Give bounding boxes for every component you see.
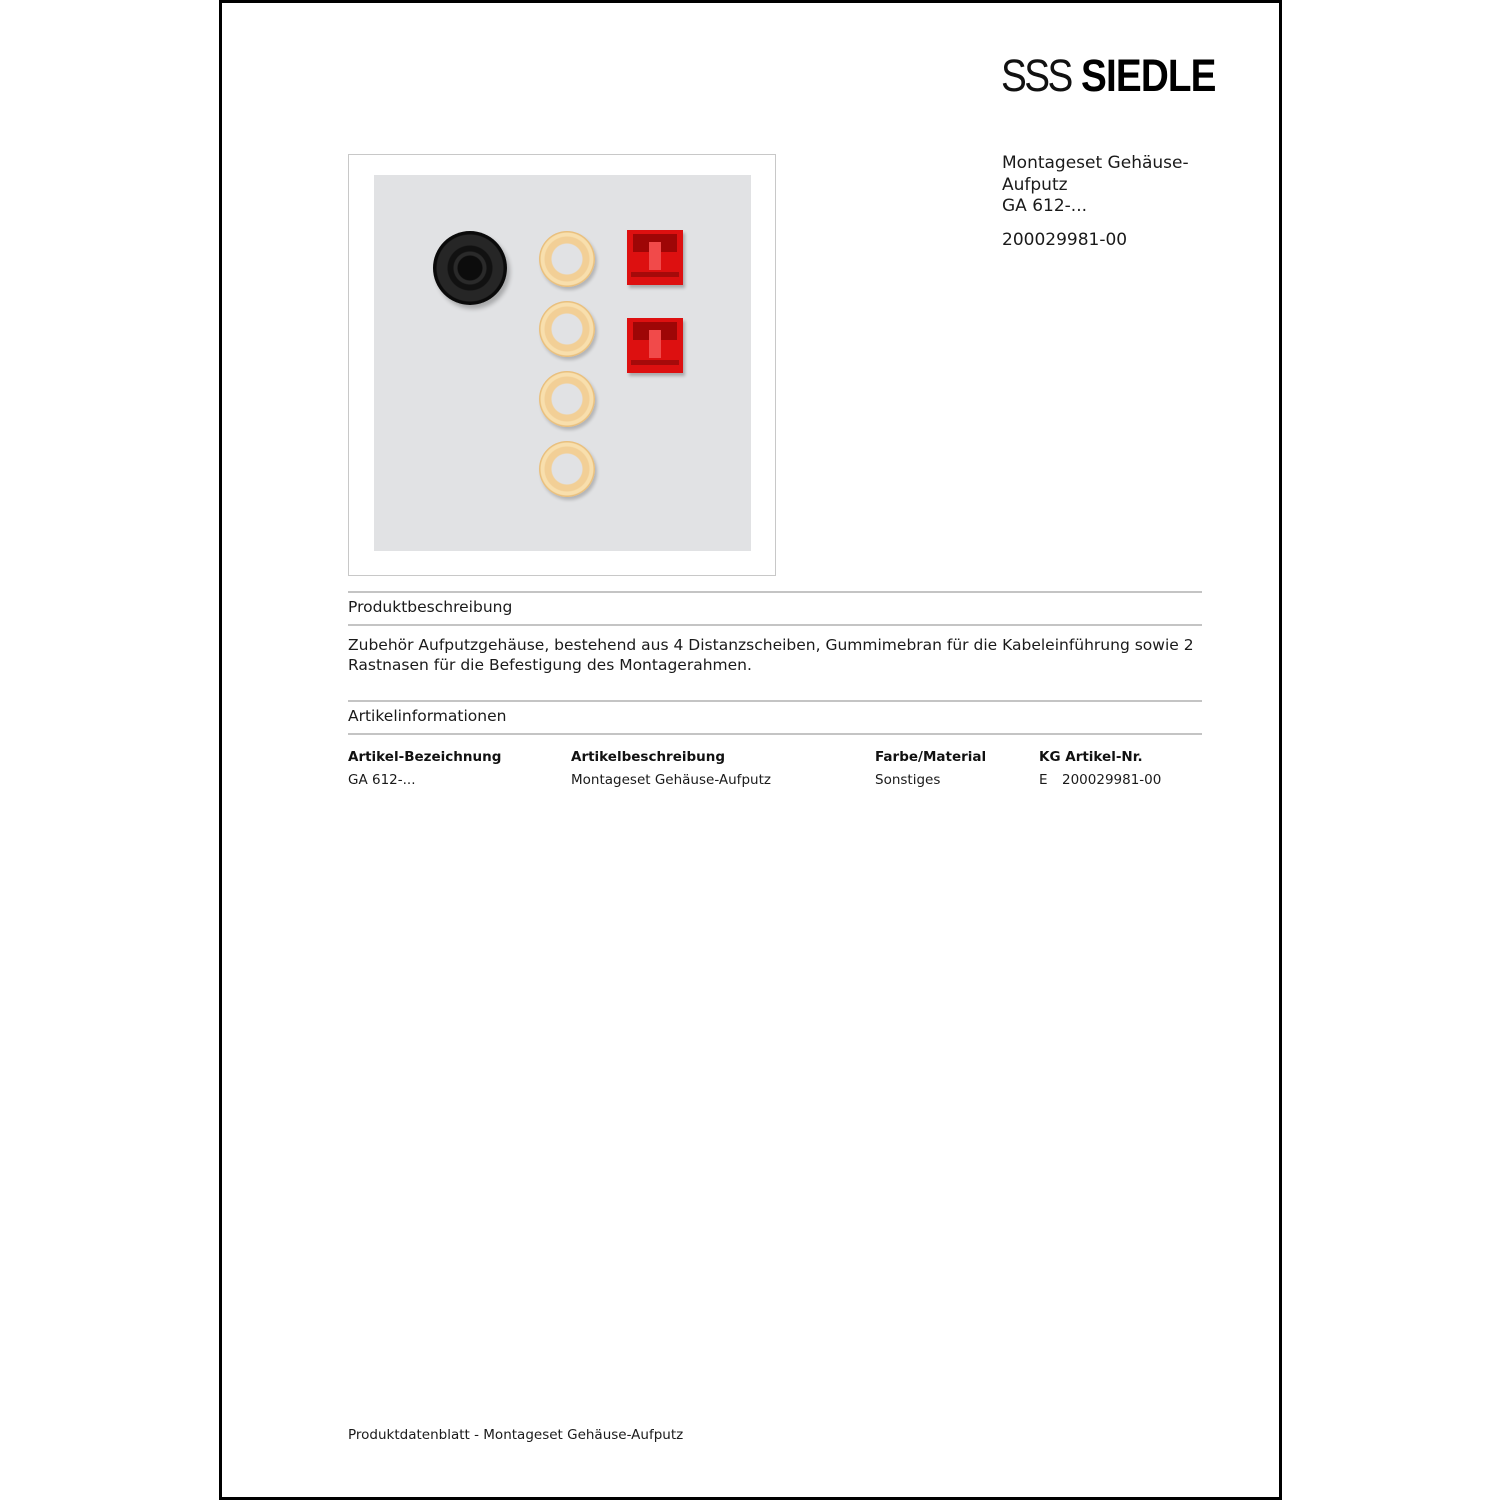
product-description <box>348 636 1208 675</box>
cell-description: Montageset Gehäuse-Aufputz <box>571 772 771 788</box>
section-heading-article-info: Artikelinformationen <box>348 707 507 725</box>
product-title-line1: Montageset Gehäuse- <box>1002 153 1189 173</box>
rubber-grommet-icon <box>433 231 507 305</box>
product-article-number: 200029981-00 <box>1002 229 1128 250</box>
cell-designation: GA 612-... <box>348 772 416 788</box>
column-header-designation: Artikel-Bezeichnung <box>348 749 502 765</box>
siedle-logo <box>1001 52 1216 100</box>
locking-clip-icon <box>627 230 683 285</box>
spacer-washer-icon <box>539 371 595 427</box>
section-heading-description: Produktbeschreibung <box>348 598 513 616</box>
page-footer: Produktdatenblatt - Montageset Gehäuse-Aufputz <box>348 1427 684 1443</box>
logo-mark: SSS <box>1001 50 1071 101</box>
description-line2: Rastnasen für die Befestigung des Montagerahmen. <box>348 655 752 674</box>
description-line1: Zubehör Aufputzgehäuse, bestehend aus 4 Distanzscheiben, Gummimebran für die Kabeleinführung sowie 2 <box>348 636 1194 654</box>
cell-article-no: 200029981-00 <box>1062 772 1162 788</box>
product-image-frame <box>348 154 776 576</box>
logo-brand: SIEDLE <box>1081 50 1216 101</box>
locking-clip-icon <box>627 318 683 373</box>
spacer-washer-icon <box>539 231 595 287</box>
divider <box>348 700 1202 702</box>
product-image <box>374 175 751 551</box>
column-header-description: Artikelbeschreibung <box>571 749 726 765</box>
cell-material: Sonstiges <box>875 772 941 788</box>
divider <box>348 624 1202 626</box>
product-title-block <box>1002 153 1189 251</box>
column-header-material: Farbe/Material <box>875 749 987 765</box>
product-title-line2: Aufputz <box>1002 174 1068 195</box>
divider <box>348 591 1202 593</box>
spacer-washer-icon <box>539 441 595 497</box>
column-header-kg-article-no: KG Artikel-Nr. <box>1039 749 1143 765</box>
divider <box>348 733 1202 735</box>
cell-kg: E <box>1039 772 1048 788</box>
spacer-washer-icon <box>539 301 595 357</box>
product-model: GA 612-... <box>1002 196 1087 216</box>
